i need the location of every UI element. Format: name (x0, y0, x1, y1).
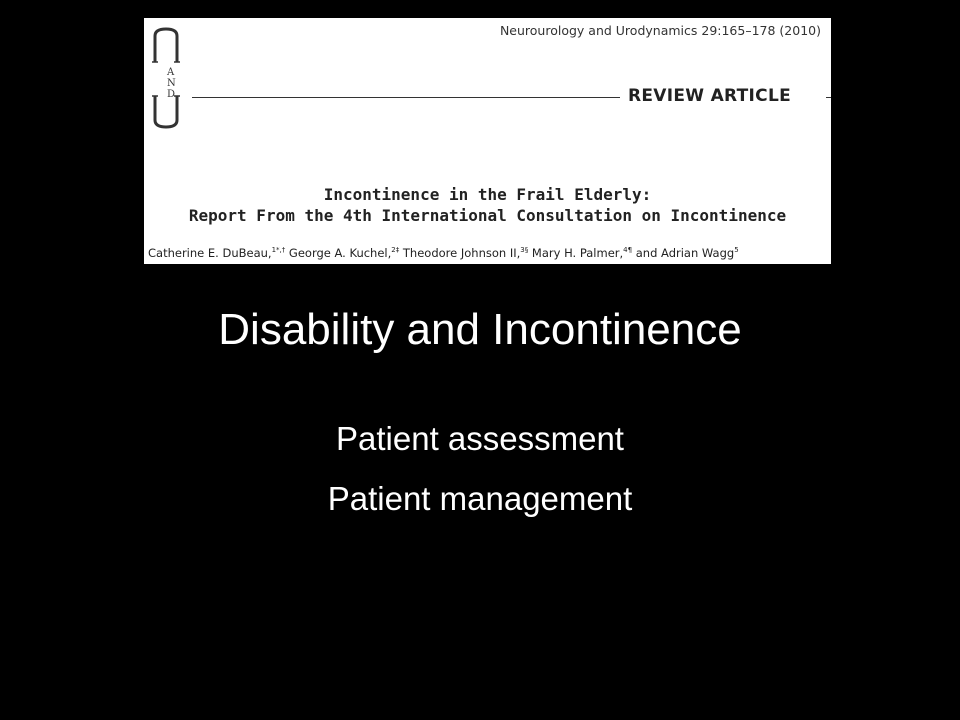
article-header-image (144, 18, 831, 264)
author-entry (285, 246, 399, 260)
article-title-line-2: Report From the 4th International Consultation on Incontinence (188, 206, 787, 225)
logo-letter-n: N (167, 78, 176, 89)
author-affiliation: 1*,† (271, 246, 286, 255)
author-affiliation: 5 (734, 246, 739, 255)
header-rule-tail (826, 97, 831, 98)
logo-letter-a: A (167, 67, 175, 78)
article-title-line-1: Incontinence in the Frail Elderly: (323, 185, 652, 204)
author-entry (632, 246, 739, 260)
journal-citation: Neurourology and Urodynamics 29:165–178 (2010) (499, 23, 821, 38)
bullet-patient-management: Patient management (327, 480, 633, 517)
slide-title: Disability and Incontinence (218, 305, 742, 354)
header-rule (192, 97, 620, 98)
author-list (148, 246, 739, 260)
author-name: and Adrian Wagg (632, 246, 735, 260)
journal-logo (148, 26, 188, 130)
author-name: George A. Kuchel, (285, 246, 392, 260)
author-affiliation: 2‡ (391, 246, 400, 255)
author-affiliation: 3§ (520, 246, 529, 255)
logo-letter-d: D (167, 89, 176, 100)
author-entry (528, 246, 632, 260)
author-name: Mary H. Palmer, (528, 246, 624, 260)
author-name: Theodore Johnson II, (399, 246, 521, 260)
bullet-patient-assessment: Patient assessment (336, 420, 624, 457)
author-entry (148, 246, 285, 260)
author-entry (399, 246, 528, 260)
section-label: REVIEW ARTICLE (628, 86, 791, 106)
author-affiliation: 4¶ (623, 246, 633, 255)
author-name: Catherine E. DuBeau, (148, 246, 272, 260)
